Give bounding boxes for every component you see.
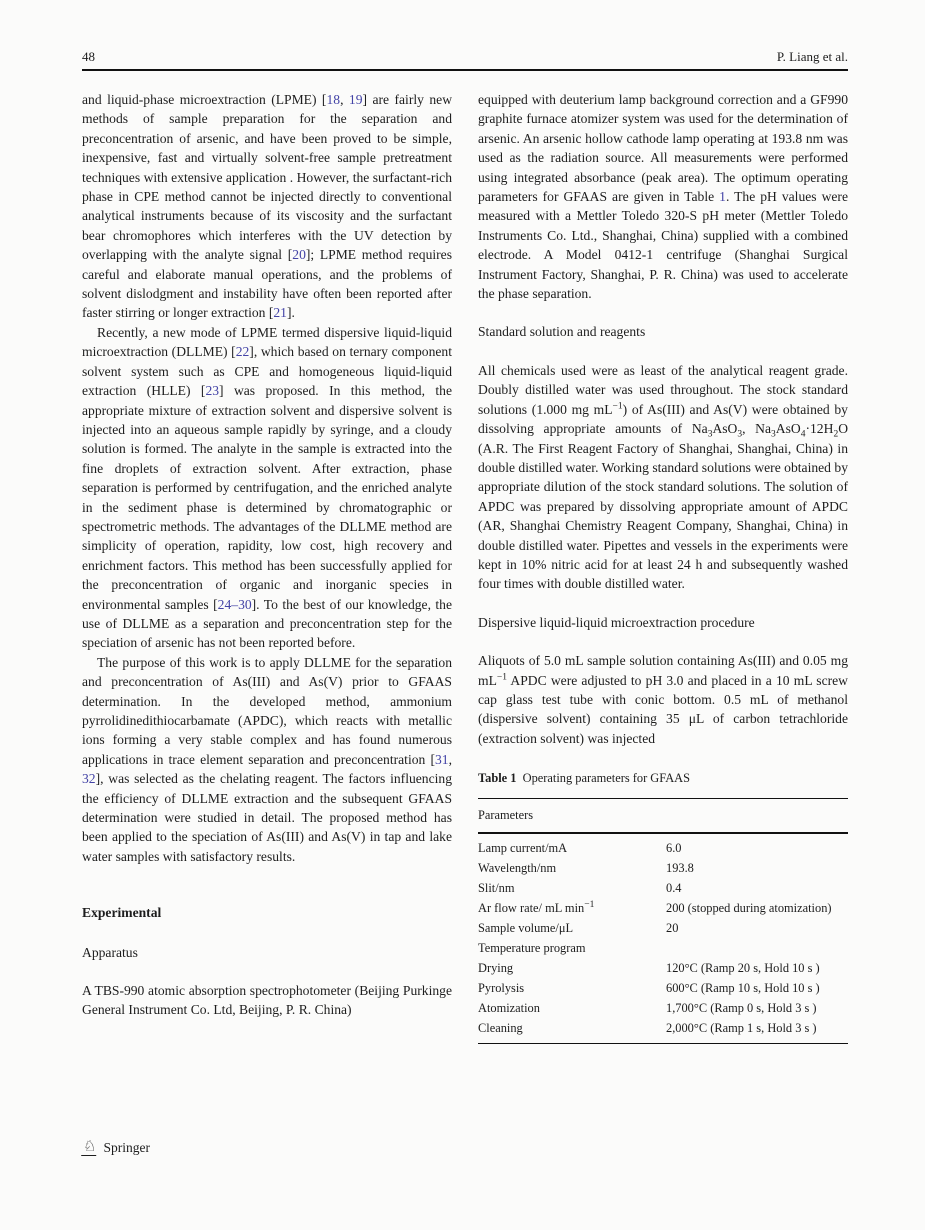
table-parameter-cell [478,998,666,1018]
citation-ref[interactable]: 18 [326,92,341,107]
table-row [478,998,848,1018]
paragraph [478,361,848,594]
text-run: Recently, a new mode of LPME termed dispersive liquid-liquid microextraction (DLLME) [ [82,324,452,360]
text-run: 200 (stopped during atomization) [666,901,832,916]
citation-ref[interactable]: 31 [435,751,449,767]
text-run: Slit/nm [478,881,515,896]
text-run: equipped with deuterium lamp background correction and a GF990 graphite furnace atomizer system was used for the determination of arsenic. An arsenic hollow cathode lamp operating at 193.8 nm was used as the radiation source. All measurements were performed using integrated absorbance (peak area). The optimum operating parameters for GFAAS are given in Table [478,92,848,205]
superscript: −1 [612,401,623,412]
text-run: Atomization [478,1001,540,1016]
text-run: 1,700°C (Ramp 0 s, Hold 3 s ) [666,1001,817,1016]
text-run: , Na [742,421,772,437]
subscript: 3 [771,429,776,440]
text-run: AsO [775,421,801,437]
text-run: 2,000°C (Ramp 1 s, Hold 3 s ) [666,1021,817,1036]
table-parameter-cell [478,918,666,938]
right-column [478,90,848,1044]
text-run: O (A.R. The First Reagent Factory of Shanghai, Shanghai, China) in double distilled water. Working standard solutions were obtained by appropriate dilution of the stock standard solutions. The solution of APDC was prepared by dissolving appropriate amount of APDC (AR, Shanghai Chemistry Reagent Company, Shanghai, China) in double distilled water. Pipettes and vessels in the experiments were kept in 10% nitric acid for at least 24 h and subsequently washed four times with double distilled water. [478,421,849,592]
text-run: ]. [286,305,295,321]
two-column-body [82,90,848,1044]
text-run: and liquid-phase microextraction (LPME) [ [82,92,327,107]
subsection-standard-solution: Standard solution and reagents [478,324,646,340]
citation-ref[interactable]: 22 [235,344,250,360]
text-run: ]; LPME method requires careful and elaborate manual operations, and the problems of solvent dislodgment and instability have often been reported after faster stirring or longer extraction [ [82,247,452,321]
text-run: ] was proposed. In this method, the appropriate mixture of extraction solvent and dispersive solvent is injected into an aqueous sample rapidly by syringe, and a cloudy solution is formed. The analyte in the sample is extracted into the fine droplets of extraction solvent. After extraction, phase separation is performed by centrifugation, and the enriched analyte in the sediment phase is determined by chromatographic or spectrometric methods. The advantages of the DLLME method are simplicity of operation, rapidity, low cost, high recovery and enrichment factors. This method has been successfully applied for the preconcentration of organic and inorganic species in environmental samples [ [82,383,452,612]
text-run: 120°C (Ramp 20 s, Hold 10 s ) [666,961,820,976]
superscript: −1 [584,900,595,911]
text-run: Lamp current/mA [478,841,568,856]
table-value-cell [666,878,848,898]
page-number: 48 [82,49,95,64]
subsection-dllme-procedure: Dispersive liquid-liquid microextraction procedure [478,614,755,630]
table-row [478,838,848,858]
table-column-header: Parameters [478,808,534,823]
citation-ref[interactable]: 23 [205,383,220,399]
paragraph [82,90,452,323]
table-row [478,878,848,898]
citation-ref[interactable]: 24–30 [217,596,252,612]
text-run: 600°C (Ramp 10 s, Hold 10 s ) [666,981,820,996]
table-value-cell [666,938,848,958]
table-parameter-cell [478,938,666,958]
table-row [478,918,848,938]
text-run: Drying [478,961,514,976]
table-1 [478,768,848,1044]
table-row [478,978,848,998]
page-footer [82,1140,150,1156]
table-value-cell [666,898,848,918]
header-rule [82,69,848,71]
text-run: APDC were adjusted to pH 3.0 and placed in a 10 mL screw cap glass test tube with conic bottom. 0.5 mL of methanol (dispersive solvent) containing 35 μL of carbon tetrachloride (extraction solvent) was injected [478,672,848,746]
table-parameter-cell [478,878,666,898]
table-caption-text: Operating parameters for GFAAS [522,771,690,786]
text-run: ], was selected as the chelating reagent. The factors influencing the efficiency of DLLME extraction and the subsequent GFAAS determination were studied in detail. The proposed method has been applied to the speciation of As(III) and As(V) in tap and lake water samples with satisfactory results. [82,771,452,864]
text-run: Ar flow rate/ mL min [478,901,585,916]
paragraph [82,981,452,1020]
text-run: ) of As(III) and As(V) were obtained by dissolving appropriate amounts of Na [478,401,848,437]
table-caption-label: Table 1 [478,771,517,786]
table-value-cell [666,978,848,998]
paragraph [478,90,848,303]
paragraph [478,651,848,748]
paragraph [82,323,452,653]
citation-ref[interactable]: 21 [273,305,287,321]
table-value-cell [666,958,848,978]
text-run: Pyrolysis [478,981,525,996]
text-run: Aliquots of 5.0 mL sample solution containing As(III) and 0.05 mg mL [478,653,848,688]
subsection-apparatus: Apparatus [82,944,138,960]
text-run: All chemicals used were as least of the analytical reagent grade. Doubly distilled water was used throughout. The stock standard solutions (1.000 mg mL [478,362,848,417]
text-run: ], which based on ternary component solvent system such as CPE and homogeneous liquid-liquid extraction (HLLE) [ [82,344,453,399]
table-rows [478,834,848,1043]
table-row [478,858,848,878]
table-value-cell [666,1018,848,1038]
publisher-name: Springer [103,1140,150,1155]
text-run: , [448,751,452,767]
table-row [478,958,848,978]
text-run: 6.0 [666,841,682,856]
table-row [478,1018,848,1038]
table-value-cell [666,998,848,1018]
table-parameter-cell [478,898,666,918]
section-heading-experimental: Experimental [82,905,162,921]
text-run: 20 [666,921,679,936]
subscript: 4 [800,429,806,440]
paragraph [82,653,452,866]
table-row [478,938,848,958]
table-value-cell [666,838,848,858]
table-parameter-cell [478,838,666,858]
citation-ref[interactable]: 1 [719,189,726,205]
superscript: −1 [496,672,507,683]
left-column [82,90,452,1044]
text-run: . The pH values were measured with a Mettler Toledo 320-S pH meter (Mettler Toledo Instruments Co. Ltd., Shanghai, China) supplied with a combined electrode. A Model 0412-1 centrifuge (Shanghai Surgical Instrument Factory, Shanghai, P. R. China) was used to accelerate the phase separation. [478,189,848,302]
text-run: Temperature program [478,941,586,956]
table-row [478,898,848,918]
table-parameter-cell [478,978,666,998]
text-run: 193.8 [666,861,694,876]
text-run: ]. To the best of our knowledge, the use of DLLME as a separation and preconcentration step for the speciation of arsenic has not been reported before. [82,596,452,651]
citation-ref[interactable]: 19 [348,92,363,107]
text-run: , [340,92,349,107]
text-run: 0.4 [666,881,682,896]
subscript: 3 [707,429,713,440]
table-parameter-cell [478,958,666,978]
text-run: ·12H [805,421,834,437]
text-run: ] are fairly new methods of sample preparation for the separation and preconcentration of arsenic, and have been proved to be simple, inexpensive, fast and virtually solvent-free sample pretreatment techniques with extensive application . However, the surfactant-rich phase in CPE method cannot be injected directly to conventional analytical instruments because of its viscosity and the surfactant bear chromophores which interferes with the UV detection by overlapping with the analyte signal [ [82,92,453,263]
table-caption [478,768,848,788]
text-run: AsO [712,421,738,437]
citation-ref[interactable]: 32 [82,771,96,787]
citation-ref[interactable]: 20 [292,247,306,263]
table-bottom-rule [478,1043,848,1044]
springer-knight-icon: ♘ [82,1139,98,1155]
text-run: Wavelength/nm [478,861,557,876]
subscript: 3 [737,429,743,440]
table-parameter-cell [478,858,666,878]
table-value-cell [666,918,848,938]
table-parameter-cell [478,1018,666,1038]
text-run: The purpose of this work is to apply DLLME for the separation and preconcentration of As(III) and As(V) prior to GFAAS determination. In the developed method, ammonium pyrrolidinedithiocarbamate (APDC), which reacts with metallic ions forming a very stable complex and has found numerous applications in trace element separation and preconcentration [ [82,654,452,767]
text-run: Cleaning [478,1021,523,1036]
page-header [82,49,848,65]
subscript: 2 [833,429,839,440]
running-title: P. Liang et al. [776,49,848,64]
text-run: A TBS-990 atomic absorption spectrophotometer (Beijing Purkinge General Instrument Co. Ltd, Beijing, P. R. China) [82,983,452,1018]
table-value-cell [666,858,848,878]
text-run: Sample volume/μL [478,921,574,936]
